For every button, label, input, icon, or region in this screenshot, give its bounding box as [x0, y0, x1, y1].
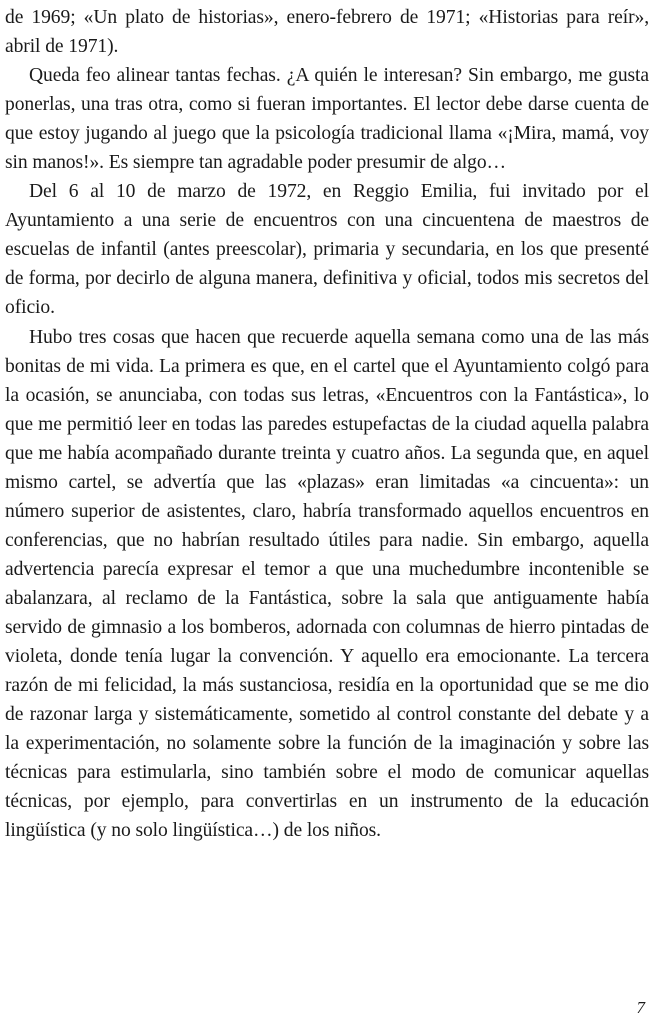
paragraph-continued: de 1969; «Un plato de historias», enero-febrero de 1971; «Historias para reír», abril de 1971).: [5, 7, 649, 58]
paragraph: Hubo tres cosas que hacen que recuerde aquella semana como una de las más bonitas de mi vida. La primera es que, en el cartel que el Ayuntamiento colgó para la ocasión, se anunciaba, con todas sus letras, «Encuentros con la Fantástica», lo que me permitió leer en todas las paredes estupefactas de la ciudad aquella palabra que me había acompañado durante treinta y cuatro años. La segunda que, en aquel mismo cartel, se advertía que las «plazas» eran limitadas «a cincuenta»: un número superior de asistentes, claro, habría transformado aquellos encuentros en conferencias, que no habrían resultado útiles para nadie. Sin embargo, aquella advertencia parecía expresar el temor a que una muchedumbre incontenible se abalanzara, al reclamo de la Fantástica, sobre la sala que antiguamente había servido de gimnasio a los bomberos, adornada con columnas de hierro pintadas de violeta, donde tenía lugar la convención. Y aquello era emocionante. La tercera razón de mi felicidad, la más sustanciosa, residía en la oportunidad que se me dio de razonar larga y sistemáticamente, sometido al control constante del debate y a la experimentación, no solamente sobre la función de la imaginación y sobre las técnicas para estimularla, sino también sobre el modo de comunicar aquellas técnicas, por ejemplo, para convertirlas en un instrumento de la educación lingüística (y no solo lingüística…) de los niños.: [5, 326, 649, 842]
page-body: [5, 3, 649, 845]
page-number: 7: [636, 998, 645, 1017]
paragraph: Queda feo alinear tantas fechas. ¿A quién le interesan? Sin embargo, me gusta ponerlas, una tras otra, como si fueran importantes. El lector debe darse cuenta de que estoy jugando al juego que la psicología tradicional llama «¡Mira, mamá, voy sin manos!». Es siempre tan agradable poder presumir de algo…: [5, 65, 649, 174]
paragraph: Del 6 al 10 de marzo de 1972, en Reggio Emilia, fui invitado por el Ayuntamiento a una serie de encuentros con una cincuentena de maestros de escuelas de infantil (antes preescolar), primaria y secundaria, en los que presenté de forma, por decirlo de alguna manera, definitiva y oficial, todos mis secretos del oficio.: [5, 181, 649, 319]
